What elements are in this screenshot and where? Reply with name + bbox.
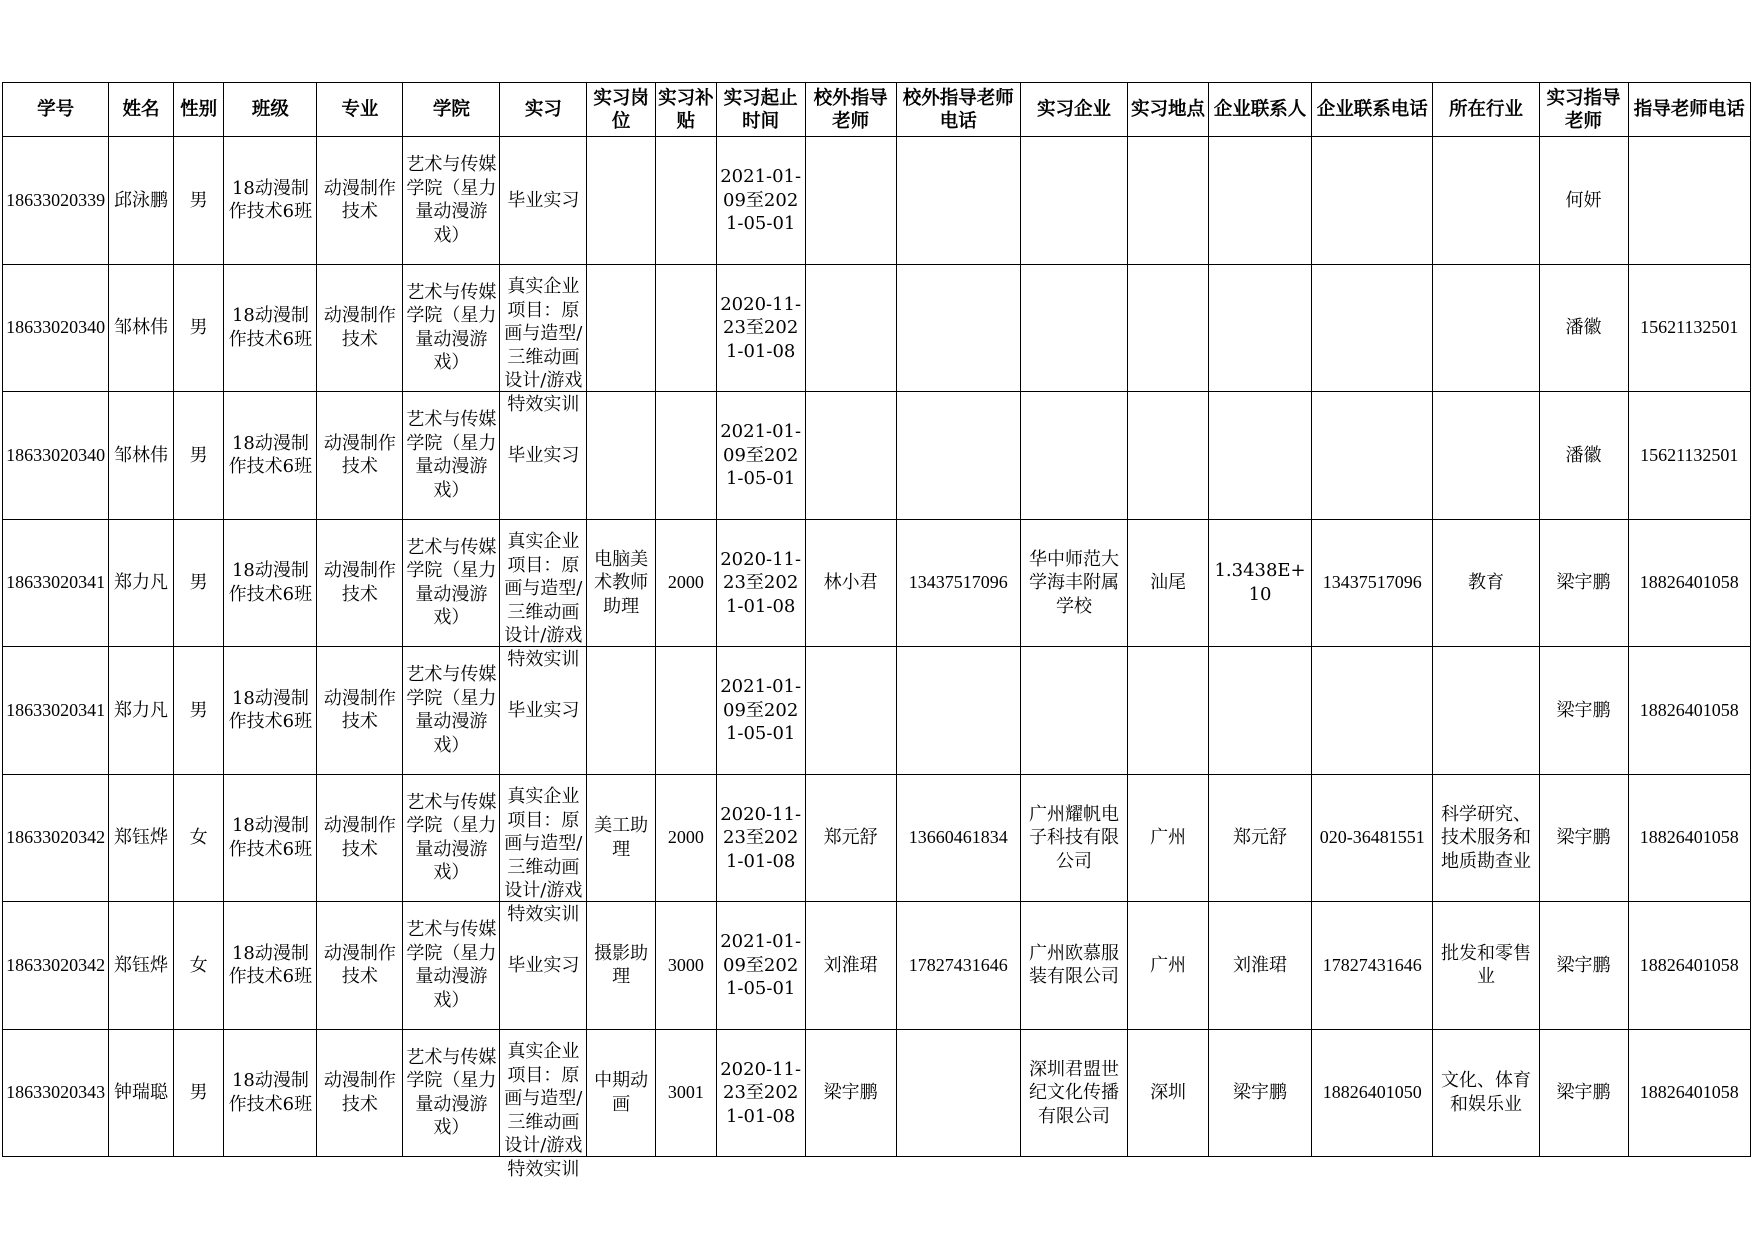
- cell-name: 郑钰烨: [109, 774, 174, 902]
- col-internship: 实习: [500, 83, 587, 137]
- cell-post: 电脑美术教师助理: [587, 519, 656, 647]
- internship-sheet: [2, 82, 1751, 1180]
- cell-name: 钟瑞聪: [109, 1029, 174, 1157]
- cell-external-teacher-phone: [896, 264, 1020, 392]
- cell-class: 18动漫制作技术6班: [224, 137, 317, 265]
- cell-major: 动漫制作技术: [317, 1029, 403, 1157]
- cell-external-teacher: 刘淮珺: [805, 902, 896, 1030]
- cell-advisor: 何妍: [1539, 137, 1628, 265]
- cell-post: [587, 264, 656, 392]
- col-class: 班级: [224, 83, 317, 137]
- cell-gender: 男: [173, 1029, 224, 1157]
- cell-company: [1020, 137, 1127, 265]
- cell-post: [587, 647, 656, 775]
- cell-name: 邹林伟: [109, 392, 174, 520]
- cell-major: 动漫制作技术: [317, 902, 403, 1030]
- cell-industry: 教育: [1433, 519, 1539, 647]
- cell-major: 动漫制作技术: [317, 519, 403, 647]
- table-row: [3, 1029, 1751, 1157]
- cell-advisor: 梁宇鹏: [1539, 902, 1628, 1030]
- cell-company-phone: 18826401050: [1312, 1029, 1433, 1157]
- cell-major: 动漫制作技术: [317, 647, 403, 775]
- cell-external-teacher: 梁宇鹏: [805, 1029, 896, 1157]
- cell-student-id: 18633020341: [3, 647, 109, 775]
- col-major: 专业: [317, 83, 403, 137]
- cell-advisor-phone: 15621132501: [1628, 392, 1750, 520]
- cell-class: 18动漫制作技术6班: [224, 264, 317, 392]
- cell-name: 邱泳鹏: [109, 137, 174, 265]
- table-row: [3, 264, 1751, 392]
- header-row: [3, 83, 1751, 137]
- cell-location: [1128, 392, 1209, 520]
- cell-company: [1020, 647, 1127, 775]
- cell-company-phone: 13437517096: [1312, 519, 1433, 647]
- cell-college: [403, 1029, 500, 1157]
- cell-post: [587, 137, 656, 265]
- cell-company: [1020, 392, 1127, 520]
- cell-subsidy: 2000: [656, 774, 717, 902]
- cell-college: [403, 647, 500, 775]
- cell-company: 华中师范大学海丰附属学校: [1020, 519, 1127, 647]
- cell-gender: 女: [173, 774, 224, 902]
- cell-location: 深圳: [1128, 1029, 1209, 1157]
- cell-class: 18动漫制作技术6班: [224, 774, 317, 902]
- cell-student-id: 18633020342: [3, 902, 109, 1030]
- cell-internship-text: 真实企业项目：原画与造型/三维动画设计/游戏特效实训: [504, 531, 583, 670]
- cell-post: 摄影助理: [587, 902, 656, 1030]
- cell-company-contact: 1.3438E+10: [1209, 519, 1312, 647]
- cell-external-teacher: 林小君: [805, 519, 896, 647]
- cell-subsidy: [656, 392, 717, 520]
- cell-internship-text: 毕业实习: [507, 189, 580, 211]
- cell-company-phone: [1312, 137, 1433, 265]
- cell-location: [1128, 264, 1209, 392]
- col-name: 姓名: [109, 83, 174, 137]
- cell-industry: 科学研究、技术服务和地质勘查业: [1433, 774, 1539, 902]
- cell-college: [403, 774, 500, 902]
- col-industry: 所在行业: [1433, 83, 1539, 137]
- cell-advisor: 潘徽: [1539, 264, 1628, 392]
- cell-post: [587, 392, 656, 520]
- cell-external-teacher: [805, 647, 896, 775]
- cell-internship: [500, 264, 587, 415]
- table-row: [3, 902, 1751, 1030]
- cell-company-phone: 020-36481551: [1312, 774, 1433, 902]
- cell-class: 18动漫制作技术6班: [224, 1029, 317, 1157]
- cell-external-teacher-phone: [896, 1029, 1020, 1157]
- cell-college: [403, 137, 500, 265]
- cell-company-contact: [1209, 647, 1312, 775]
- col-college: 学院: [403, 83, 500, 137]
- cell-internship-text: 真实企业项目：原画与造型/三维动画设计/游戏特效实训: [504, 786, 583, 925]
- table-body: [3, 137, 1751, 1180]
- col-gender: 性别: [173, 83, 224, 137]
- cell-class: 18动漫制作技术6班: [224, 647, 317, 775]
- cell-industry: 文化、体育和娱乐业: [1433, 1029, 1539, 1157]
- cell-major: 动漫制作技术: [317, 264, 403, 392]
- cell-class: 18动漫制作技术6班: [224, 519, 317, 647]
- cell-college-text: 艺术与传媒学院（星力量动漫游戏）: [406, 154, 497, 246]
- cell-advisor: 梁宇鹏: [1539, 647, 1628, 775]
- cell-advisor: 梁宇鹏: [1539, 774, 1628, 902]
- cell-internship-text: 毕业实习: [507, 444, 580, 466]
- cell-gender: 男: [173, 137, 224, 265]
- cell-advisor: 梁宇鹏: [1539, 519, 1628, 647]
- cell-external-teacher-phone: [896, 647, 1020, 775]
- cell-period: 2021-01-09至2021-05-01: [716, 647, 805, 775]
- cell-advisor-phone: 15621132501: [1628, 264, 1750, 392]
- table-row: [3, 137, 1751, 265]
- cell-student-id: 18633020339: [3, 137, 109, 265]
- cell-college-text: 艺术与传媒学院（星力量动漫游戏）: [406, 919, 497, 1011]
- cell-location: [1128, 137, 1209, 265]
- cell-college-text: 艺术与传媒学院（星力量动漫游戏）: [406, 1046, 497, 1139]
- cell-name: 郑力凡: [109, 647, 174, 775]
- col-company-phone: 企业联系电话: [1312, 83, 1433, 137]
- cell-gender: 男: [173, 392, 224, 520]
- cell-student-id: 18633020340: [3, 264, 109, 392]
- cell-advisor-phone: 18826401058: [1628, 647, 1750, 775]
- cell-advisor-phone: 18826401058: [1628, 774, 1750, 902]
- cell-company-phone: [1312, 264, 1433, 392]
- cell-advisor: 潘徽: [1539, 392, 1628, 520]
- cell-external-teacher: 郑元舒: [805, 774, 896, 902]
- cell-name: 郑力凡: [109, 519, 174, 647]
- cell-period: 2020-11-23至2021-01-08: [716, 1029, 805, 1157]
- cell-subsidy: [656, 264, 717, 392]
- cell-internship: [500, 1029, 587, 1180]
- cell-post: 中期动画: [587, 1029, 656, 1157]
- cell-advisor-phone: 18826401058: [1628, 1029, 1750, 1157]
- col-external-teacher-phone: 校外指导老师电话: [896, 83, 1020, 137]
- cell-name: 郑钰烨: [109, 902, 174, 1030]
- cell-external-teacher-phone: [896, 392, 1020, 520]
- cell-college-text: 艺术与传媒学院（星力量动漫游戏）: [406, 536, 497, 629]
- table-row: [3, 647, 1751, 775]
- cell-external-teacher-phone: 17827431646: [896, 902, 1020, 1030]
- cell-student-id: 18633020340: [3, 392, 109, 520]
- col-post: 实习岗位: [587, 83, 656, 137]
- cell-location: 广州: [1128, 902, 1209, 1030]
- cell-company-phone: 17827431646: [1312, 902, 1433, 1030]
- cell-gender: 男: [173, 519, 224, 647]
- cell-company-contact: [1209, 137, 1312, 265]
- cell-location: 广州: [1128, 774, 1209, 902]
- cell-internship-text: 真实企业项目：原画与造型/三维动画设计/游戏特效实训: [504, 1041, 583, 1180]
- col-subsidy: 实习补贴: [656, 83, 717, 137]
- cell-period: 2020-11-23至2021-01-08: [716, 264, 805, 392]
- cell-company-phone: [1312, 392, 1433, 520]
- cell-company-contact: 郑元舒: [1209, 774, 1312, 902]
- cell-advisor-phone: 18826401058: [1628, 902, 1750, 1030]
- cell-advisor: 梁宇鹏: [1539, 1029, 1628, 1157]
- cell-subsidy: 3000: [656, 902, 717, 1030]
- cell-period: 2021-01-09至2021-05-01: [716, 392, 805, 520]
- cell-student-id: 18633020342: [3, 774, 109, 902]
- table-row: [3, 519, 1751, 647]
- cell-college: [403, 392, 500, 520]
- cell-college: [403, 264, 500, 392]
- cell-internship-text: 真实企业项目：原画与造型/三维动画设计/游戏特效实训: [504, 276, 583, 415]
- cell-period: 2021-01-09至2021-05-01: [716, 902, 805, 1030]
- cell-major: 动漫制作技术: [317, 774, 403, 902]
- cell-subsidy: 2000: [656, 519, 717, 647]
- cell-subsidy: [656, 137, 717, 265]
- cell-company-phone: [1312, 647, 1433, 775]
- cell-college-text: 艺术与传媒学院（星力量动漫游戏）: [406, 409, 497, 501]
- cell-post: 美工助理: [587, 774, 656, 902]
- cell-internship: [500, 519, 587, 670]
- cell-industry: [1433, 264, 1539, 392]
- cell-internship: [500, 137, 587, 265]
- cell-college: [403, 519, 500, 647]
- cell-internship: [500, 774, 587, 925]
- cell-external-teacher-phone: [896, 137, 1020, 265]
- internship-table: [2, 82, 1751, 1180]
- col-external-teacher: 校外指导老师: [805, 83, 896, 137]
- cell-college-text: 艺术与传媒学院（星力量动漫游戏）: [406, 791, 497, 884]
- cell-industry: 批发和零售业: [1433, 902, 1539, 1030]
- cell-advisor-phone: [1628, 137, 1750, 265]
- cell-subsidy: [656, 647, 717, 775]
- cell-subsidy: 3001: [656, 1029, 717, 1157]
- cell-company: [1020, 264, 1127, 392]
- cell-gender: 男: [173, 264, 224, 392]
- cell-college-text: 艺术与传媒学院（星力量动漫游戏）: [406, 664, 497, 756]
- cell-company-contact: 刘淮珺: [1209, 902, 1312, 1030]
- cell-company-contact: [1209, 264, 1312, 392]
- cell-external-teacher: [805, 392, 896, 520]
- table-row: [3, 392, 1751, 520]
- cell-industry: [1433, 137, 1539, 265]
- cell-advisor-phone: 18826401058: [1628, 519, 1750, 647]
- cell-external-teacher: [805, 264, 896, 392]
- cell-company: 广州欧慕服装有限公司: [1020, 902, 1127, 1030]
- cell-name: 邹林伟: [109, 264, 174, 392]
- cell-gender: 女: [173, 902, 224, 1030]
- cell-company: 深圳君盟世纪文化传播有限公司: [1020, 1029, 1127, 1157]
- cell-external-teacher: [805, 137, 896, 265]
- cell-location: [1128, 647, 1209, 775]
- cell-gender: 男: [173, 647, 224, 775]
- cell-company-contact: 梁宇鹏: [1209, 1029, 1312, 1157]
- cell-internship-text: 毕业实习: [507, 699, 580, 721]
- cell-major: 动漫制作技术: [317, 392, 403, 520]
- col-student-id: 学号: [3, 83, 109, 137]
- cell-major: 动漫制作技术: [317, 137, 403, 265]
- cell-student-id: 18633020341: [3, 519, 109, 647]
- cell-student-id: 18633020343: [3, 1029, 109, 1157]
- cell-period: 2020-11-23至2021-01-08: [716, 774, 805, 902]
- col-company: 实习企业: [1020, 83, 1127, 137]
- cell-industry: [1433, 392, 1539, 520]
- cell-class: 18动漫制作技术6班: [224, 902, 317, 1030]
- cell-period: 2021-01-09至2021-05-01: [716, 137, 805, 265]
- cell-company: 广州耀帆电子科技有限公司: [1020, 774, 1127, 902]
- col-period: 实习起止时间: [716, 83, 805, 137]
- cell-college-text: 艺术与传媒学院（星力量动漫游戏）: [406, 281, 497, 374]
- cell-external-teacher-phone: 13437517096: [896, 519, 1020, 647]
- cell-period: 2020-11-23至2021-01-08: [716, 519, 805, 647]
- cell-college: [403, 902, 500, 1030]
- cell-class: 18动漫制作技术6班: [224, 392, 317, 520]
- cell-industry: [1433, 647, 1539, 775]
- table-row: [3, 774, 1751, 902]
- cell-external-teacher-phone: 13660461834: [896, 774, 1020, 902]
- col-location: 实习地点: [1128, 83, 1209, 137]
- cell-location: 汕尾: [1128, 519, 1209, 647]
- col-advisor: 实习指导老师: [1539, 83, 1628, 137]
- cell-company-contact: [1209, 392, 1312, 520]
- col-advisor-phone: 指导老师电话: [1628, 83, 1750, 137]
- cell-internship-text: 毕业实习: [507, 954, 580, 976]
- col-company-contact: 企业联系人: [1209, 83, 1312, 137]
